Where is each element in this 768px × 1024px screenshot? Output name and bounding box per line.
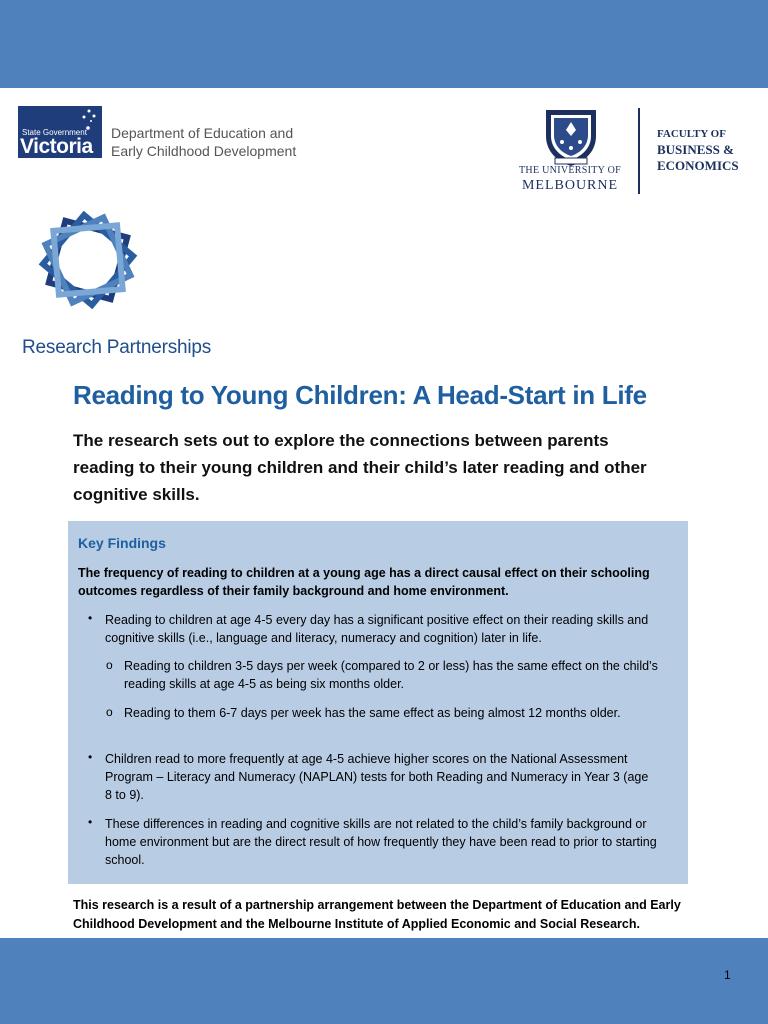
finding-subitem: Reading to them 6-7 days per week has the same effect as being almost 12 months older. — [124, 706, 621, 720]
bullet-icon: • — [88, 815, 93, 829]
finding-subitem: Reading to children 3-5 days per week (compared to 2 or less) has the same effect on the child’s reading skills at age 4-5 as being six months older. — [124, 659, 658, 691]
university-crest-icon — [540, 106, 602, 168]
key-findings-title: Key Findings — [78, 535, 166, 551]
finding-item: Reading to children at age 4-5 every day has a significant positive effect on their reading skills and cognitive skills (i.e., language and literacy, numeracy and cognition) later in life. — [105, 613, 649, 645]
key-findings-box — [68, 521, 688, 884]
top-band — [0, 0, 768, 88]
university-label-large: MELBOURNE — [521, 178, 619, 193]
faculty-name — [657, 126, 739, 174]
research-partnerships-logo-icon — [22, 198, 158, 322]
department-name-line: Department of Education and — [111, 125, 294, 141]
finding-item: These differences in reading and cognitive skills are not related to the child’s family background or home environment but are the direct result of how frequently they have been read to prior to starting school. — [105, 817, 657, 867]
finding-item: Children read to more frequently at age 4-5 achieve higher scores on the National Assessment Program – Literacy and Numeracy (NAPLAN) tests for both Reading and Numeracy in Year 3 (age 8 to 9). — [105, 752, 649, 802]
sub-bullet-icon: o — [106, 658, 113, 672]
victoria-wordmark: Victoria — [20, 135, 93, 158]
faculty-line: FACULTY OF — [657, 128, 726, 140]
bullet-icon: • — [88, 750, 93, 764]
page-number: 1 — [724, 968, 731, 982]
page-title: Reading to Young Children: A Head-Start in Life — [73, 380, 647, 410]
victoria-logo — [18, 106, 102, 158]
faculty-line: BUSINESS & — [657, 142, 734, 157]
key-findings-intro: The frequency of reading to children at a young age has a direct causal effect on their schooling outcomes regardless of their family background and home environment. — [78, 566, 650, 598]
faculty-line: ECONOMICS — [657, 158, 739, 173]
bottom-band — [0, 938, 768, 1024]
department-name — [111, 124, 296, 160]
state-government-label: State Government — [22, 128, 87, 137]
bullet-icon: • — [88, 611, 93, 625]
partnership-note: This research is a result of a partnership arrangement between the Department of Education and Early Childhood Development and the Melbourne Institute of Applied Economic and Social Research. — [73, 898, 681, 931]
sub-bullet-icon: o — [106, 705, 113, 719]
lead-paragraph: The research sets out to explore the connections between parents reading to their young children and their child’s later reading and other cognitive skills. — [73, 431, 647, 504]
logo-divider — [638, 108, 640, 194]
research-partnerships-label: Research Partnerships — [22, 337, 212, 358]
department-name-line: Early Childhood Development — [111, 143, 297, 159]
university-label-small: THE UNIVERSITY OF — [519, 165, 621, 176]
